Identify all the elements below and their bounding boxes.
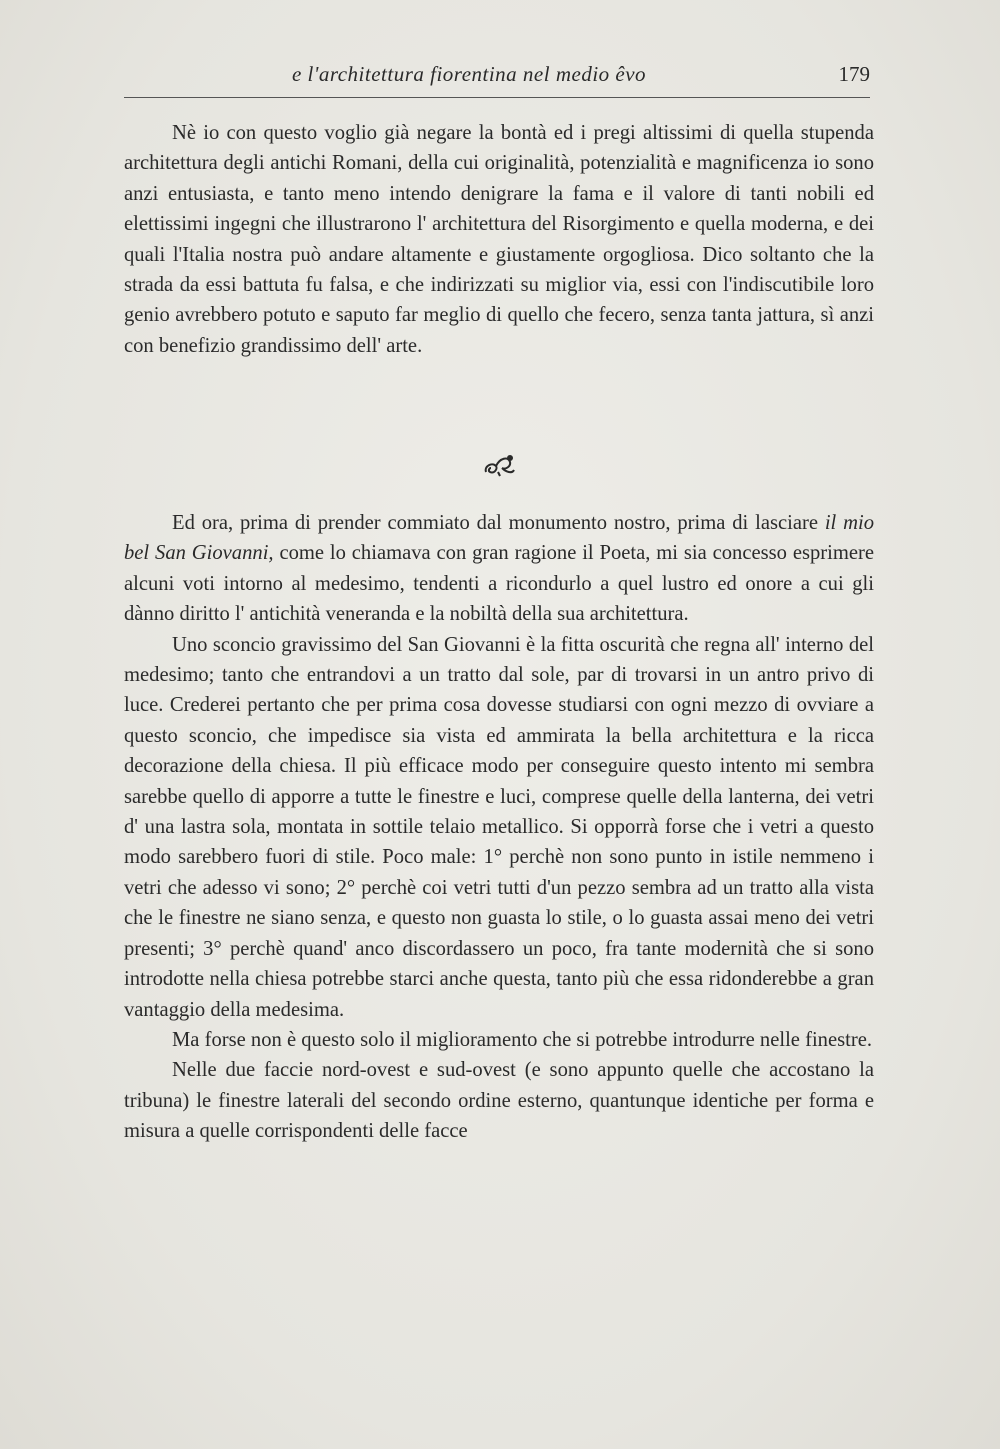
header-rule (124, 97, 870, 98)
fleuron-ornament (480, 448, 520, 484)
paragraph (124, 508, 874, 630)
body-text-top (124, 118, 874, 361)
paragraph: Uno sconcio gravissimo del San Giovanni è la fitta oscurità che regna all' interno del medesimo; tanto che entrandovi a un tratto dal sole, par di trovarsi in un antro privo di luce. Crederei pertanto che per prima cosa dovesse studiarsi con ogni mezzo di ovviare a questo sconcio, che impedisce sia vista ed ammirata la bella architettura e la ricca decorazione della chiesa. Il più efficace modo per conseguire questo intento mi sembra sarebbe quello di apporre a tutte le finestre e luci, comprese quelle della lanterna, dei vetri d' una lastra sola, montata in sottile telaio metallico. Si opporrà forse che i vetri a questo modo sarebbero fuori di stile. Poco male: 1° perchè non sono punto in istile nemmeno i vetri che adesso vi sono; 2° perchè coi vetri tutti d'un pezzo sembra ad un tratto alla vista che le finestre ne siano senza, e questo non guasta lo stile, o lo guasta assai meno dei vetri presenti; 3° perchè quand' anco discordassero un poco, fra tante modernità che si sono introdotte nella chiesa potrebbe starci anche questa, tanto più che essa ridonderebbe a gran vantaggio della medesima. (124, 633, 874, 1021)
paragraph-text: Ed ora, prima di prender commiato dal monumento nostro, prima di lasciare (172, 512, 825, 534)
paragraph-text: come lo chiamava con gran ragione il Poeta, mi sia concesso esprimere alcuni voti intorno al medesimo, tendenti a ricondurlo a quel lustro ed onore a cui gli dànno diritto l' antichità veneranda e la nobiltà della sua architettura. (124, 542, 875, 626)
paragraph: Nè io con questo voglio già negare la bontà ed i pregi altissimi di quella stupenda architettura degli antichi Romani, della cui originalità, potenzialità e magnificenza io sono anzi entusiasta, e tanto meno intendo denigrare la fama e il valore di tanti nobili ed elettissimi ingegni che illustrarono l' architettura del Risorgimento e quella moderna, e dei quali l'Italia nostra può andare altamente e giustamente orgogliosa. Dico soltanto che la strada da essi battuta fu falsa, e che indirizzati su miglior via, essi con l'indiscutibile loro genio avrebbero potuto e saputo far meglio di quello che fecero, senza tanta jattura, sì anzi con benefizio grandissimo dell' arte. (124, 122, 874, 357)
page-header (124, 58, 874, 94)
paragraph: Ma forse non è questo solo il miglioramento che si potrebbe introdurre nelle finestre. (172, 1028, 872, 1051)
body-text-bottom (124, 508, 874, 1147)
page-number: 179 (838, 62, 870, 86)
paragraph: Nelle due faccie nord-ovest e sud-ovest (e sono appunto quelle che accostano la tribuna) le finestre laterali del secondo ordine esterno, quantunque identiche per forma e misura a quelle corrispondenti delle facce (124, 1059, 874, 1143)
running-title: e l'architettura fiorentina nel medio êvo (291, 62, 647, 86)
italic-quote: il mio bel San Giovanni, (124, 512, 874, 565)
